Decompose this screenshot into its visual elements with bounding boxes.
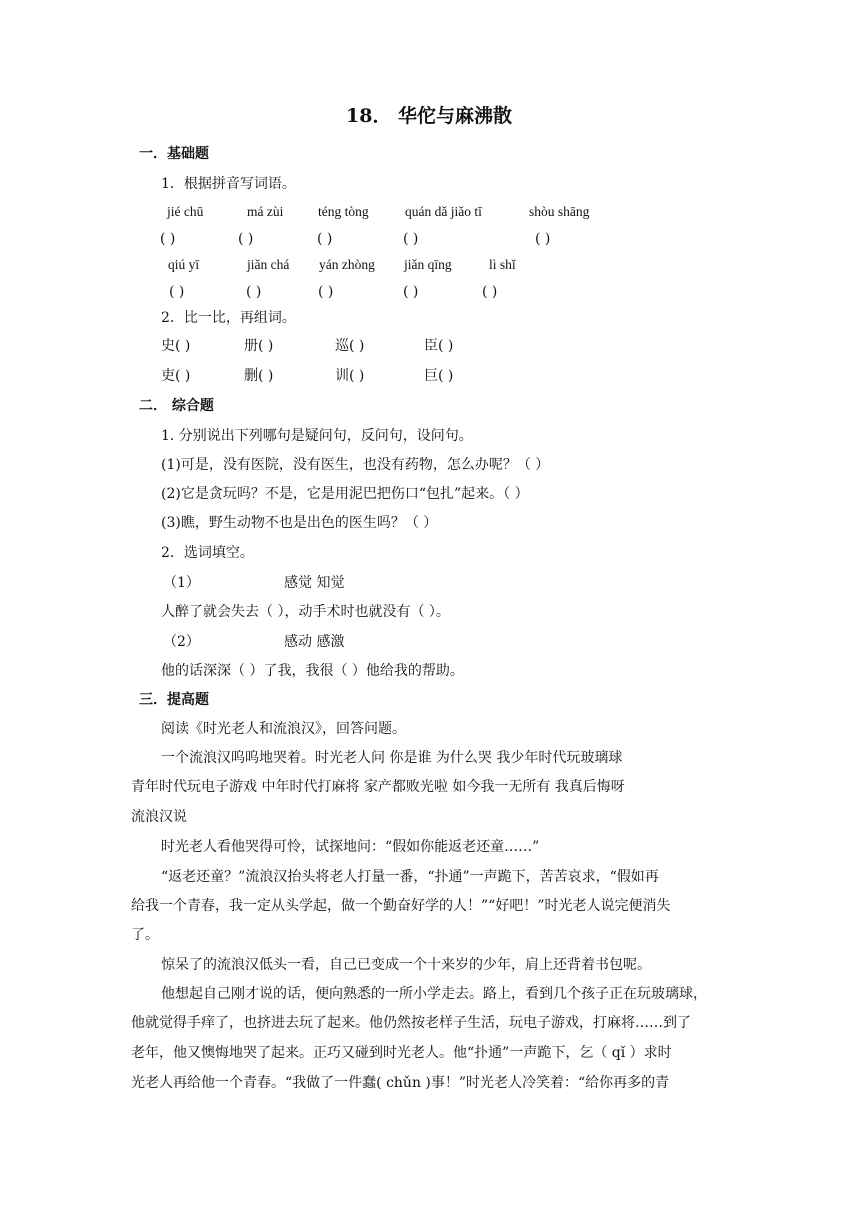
passage-line: 给我一个青春，我一定从头学起，做一个勤奋好学的人！”“好吧！”时光老人说完便消失	[131, 898, 671, 914]
reading-intro: 阅读《时光老人和流浪汉》，回答问题。	[161, 721, 406, 737]
answer-blank[interactable]: ( )	[317, 231, 333, 247]
passage-line: 他想起自己刚才说的话，便向熟悉的一所小学走去。路上，看到几个孩子正在玩玻璃球，	[161, 986, 707, 1002]
pinyin: shòu shāng	[529, 204, 590, 219]
compare-item[interactable]: 删( )	[244, 368, 274, 384]
answer-blank[interactable]: ( )	[482, 284, 498, 300]
passage-line: 流浪汉说	[131, 809, 187, 825]
pinyin: quán dǎ jiǎo tī	[405, 204, 482, 219]
page-title: 18． 华佗与麻沸散	[346, 105, 513, 127]
word-choices: 感动 感激	[284, 634, 345, 650]
answer-blank[interactable]: ( )	[535, 231, 551, 247]
question-sentence-types: 1. 分别说出下列哪句是疑问句，反问句，设问句。	[161, 428, 473, 444]
compare-item[interactable]: 吏( )	[161, 368, 191, 384]
answer-blank[interactable]: ( )	[403, 231, 419, 247]
compare-item[interactable]: 巨( )	[424, 368, 454, 384]
sentence-item[interactable]: (2)它是贪玩吗？不是，它是用泥巴把伤口“包扎”起来。（ ）	[161, 486, 529, 502]
passage-line: 了。	[131, 927, 159, 943]
compare-item[interactable]: 训( )	[335, 368, 365, 384]
pinyin: téng tòng	[318, 204, 369, 219]
pinyin: qiú yī	[168, 257, 200, 272]
answer-blank[interactable]: ( )	[169, 284, 185, 300]
pinyin: yán zhòng	[319, 257, 375, 272]
question-pinyin-words: 1．根据拼音写词语。	[161, 176, 296, 192]
answer-blank[interactable]: ( )	[160, 231, 176, 247]
pinyin: lì shǐ	[489, 257, 516, 272]
pinyin: jié chū	[167, 204, 204, 219]
compare-item[interactable]: 史( )	[161, 338, 191, 354]
sentence-item[interactable]: (1)可是，没有医院，没有医生，也没有药物，怎么办呢？（ ）	[161, 457, 550, 473]
section-heading-basic: 一．基础题	[139, 146, 209, 162]
pinyin: má zùi	[247, 204, 284, 219]
passage-line: 时光老人看他哭得可怜，试探地问：“假如你能返老还童……”	[161, 839, 540, 855]
fill-sentence[interactable]: 人醉了就会失去（ ），动手术时也就没有（ ）。	[161, 604, 450, 620]
pinyin: jiǎn qīng	[404, 257, 452, 272]
compare-item[interactable]: 册( )	[244, 338, 274, 354]
fill-sentence[interactable]: 他的话深深（ ）了我，我很（ ）他给我的帮助。	[161, 663, 464, 679]
passage-line: 惊呆了的流浪汉低头一看，自己已变成一个十来岁的少年，肩上还背着书包呢。	[161, 957, 651, 973]
compare-item[interactable]: 巡( )	[335, 338, 365, 354]
answer-blank[interactable]: ( )	[246, 284, 262, 300]
word-choices: 感觉 知觉	[284, 575, 345, 591]
section-heading-advanced: 三．提高题	[139, 692, 209, 708]
passage-line: 青年时代玩电子游戏 中年时代打麻将 家产都败光啦 如今我一无所有 我真后悔呀	[131, 779, 625, 795]
item-number: （1）	[163, 575, 200, 591]
sentence-item[interactable]: (3)瞧，野生动物不也是出色的医生吗？（ ）	[161, 515, 438, 531]
passage-line: 光老人再给他一个青春。“我做了一件蠢( chǔn )事！”时光老人冷笑着：“给你再多的青	[131, 1075, 670, 1091]
passage-line: 老年，他又懊悔地哭了起来。正巧又碰到时光老人。他“扑通”一声跪下，乞（ qǐ ）求时	[131, 1045, 672, 1061]
answer-blank[interactable]: ( )	[238, 231, 254, 247]
item-number: （2）	[163, 634, 200, 650]
question-compare-words: 2．比一比，再组词。	[161, 310, 296, 326]
passage-line: “返老还童？”流浪汉抬头将老人打量一番，“扑通”一声跪下，苦苦哀求，“假如再	[161, 869, 659, 885]
answer-blank[interactable]: ( )	[403, 284, 419, 300]
answer-blank[interactable]: ( )	[318, 284, 334, 300]
section-heading-comprehensive: 二． 综合题	[139, 398, 214, 414]
passage-line: 一个流浪汉呜呜地哭着。时光老人问 你是谁 为什么哭 我少年时代玩玻璃球	[161, 750, 623, 766]
question-fill-words: 2．选词填空。	[161, 545, 254, 561]
passage-line: 他就觉得手痒了，也挤进去玩了起来。他仍然按老样子生活，玩电子游戏，打麻将……到了	[131, 1015, 691, 1031]
compare-item[interactable]: 臣( )	[424, 338, 454, 354]
pinyin: jiǎn chá	[247, 257, 290, 272]
